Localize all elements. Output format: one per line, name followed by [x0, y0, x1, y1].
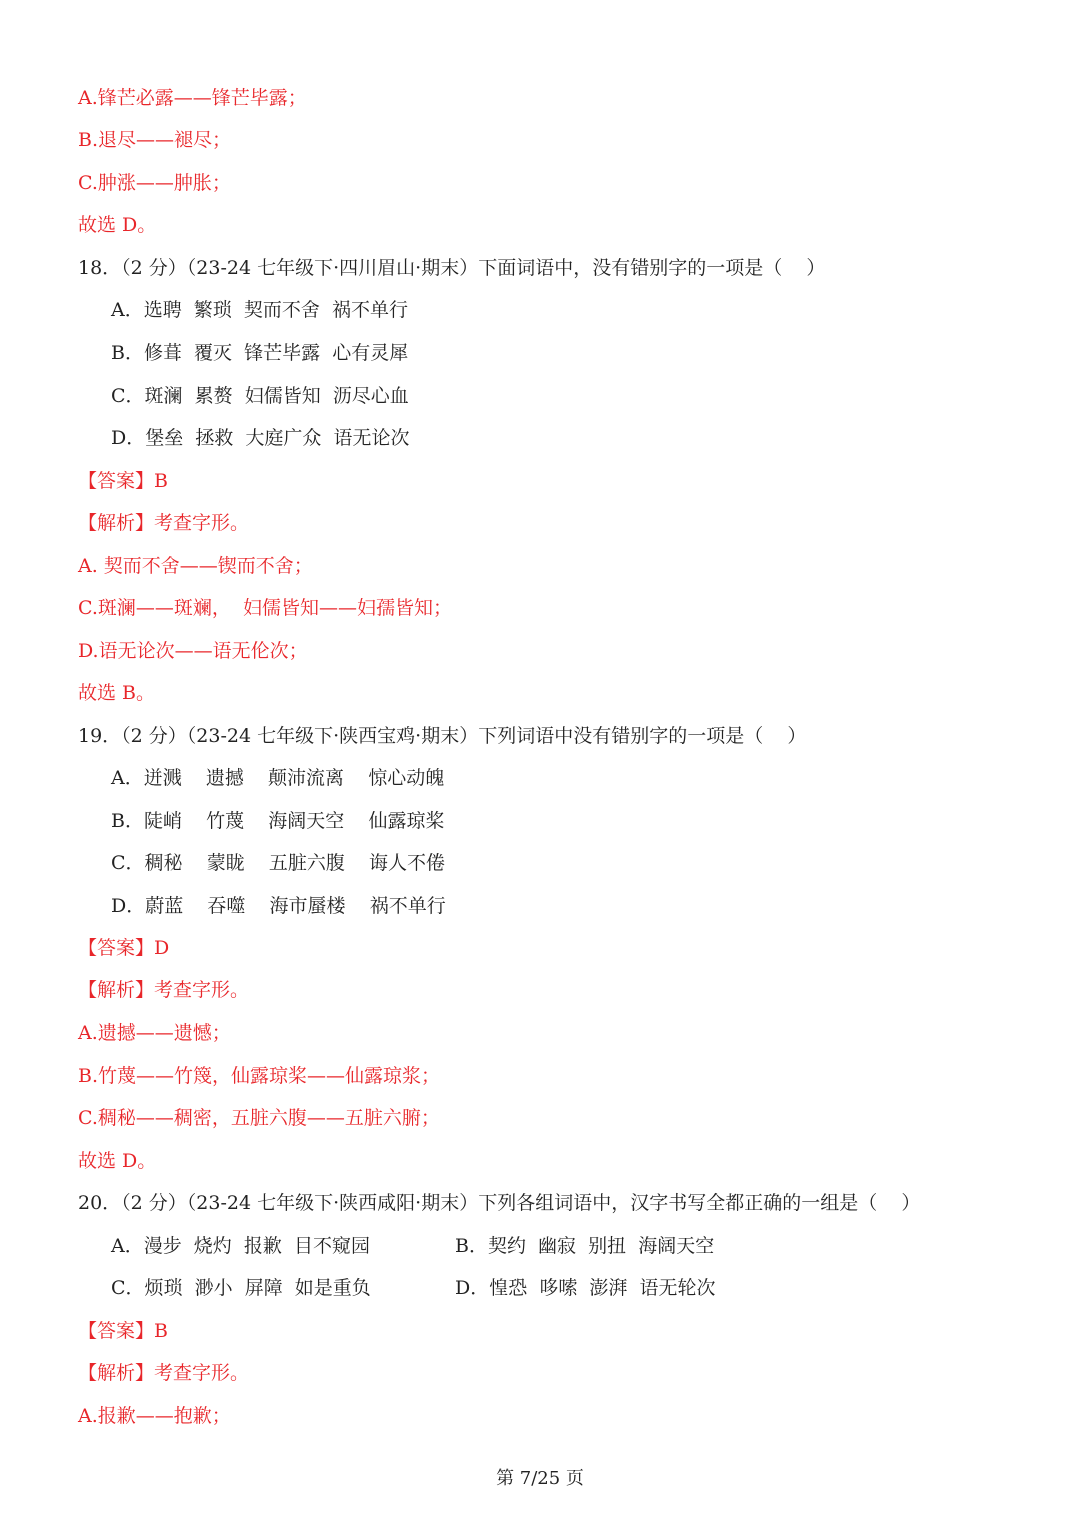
question-18-option-a: A．选聘 繁琐 契而不舍 祸不单行 — [111, 299, 408, 321]
question-18-option-c: C．斑澜 累赘 妇儒皆知 沥尽心血 — [111, 385, 409, 407]
question-19-option-a: A．迸溅 遗撼 颠沛流离 惊心动魄 — [111, 767, 445, 789]
question-19-analysis-line: C.稠秘——稠密，五脏六腹——五脏六腑； — [78, 1107, 440, 1129]
question-19-analysis-line: A.遗撼——遗憾； — [78, 1022, 231, 1044]
question-19-option-b: B．陡峭 竹蔑 海阔天空 仙露琼桨 — [111, 810, 445, 832]
question-18-analysis-title: 【解析】考查字形。 — [78, 512, 250, 534]
question-20-option-a: A．漫步 烧灼 报歉 目不窥园 — [111, 1235, 370, 1257]
page-number: 第 7/25 页 — [496, 1468, 584, 1489]
question-20-option-c: C．烦琐 渺小 屏障 如是重负 — [111, 1277, 371, 1299]
question-18-answer: 【答案】B — [78, 470, 168, 492]
question-19-conclusion: 故选 D。 — [78, 1150, 157, 1172]
question-20-answer: 【答案】B — [78, 1320, 168, 1342]
question-18-analysis-line: C.斑澜——斑斓， 妇儒皆知——妇孺皆知； — [78, 597, 452, 619]
question-19-option-c: C．稠秘 蒙眬 五脏六腹 诲人不倦 — [111, 852, 446, 874]
question-20-stem: 20．（2 分）（23-24 七年级下·陕西咸阳·期末）下列各组词语中，汉字书写全都正确的一组是（ ） — [78, 1192, 921, 1214]
analysis-line: A.锋芒必露——锋芒毕露； — [78, 87, 307, 109]
question-19-option-d: D．蔚蓝 吞噬 海市蜃楼 祸不单行 — [111, 895, 446, 917]
question-19-analysis-line: B.竹蔑——竹篾，仙露琼桨——仙露琼浆； — [78, 1065, 441, 1087]
analysis-line: B.退尽——褪尽； — [78, 129, 232, 151]
question-20-analysis-title: 【解析】考查字形。 — [78, 1362, 250, 1384]
question-18-stem: 18．（2 分）（23-24 七年级下·四川眉山·期末）下面词语中，没有错别字的一项是（ ） — [78, 257, 826, 279]
question-19-analysis-title: 【解析】考查字形。 — [78, 979, 250, 1001]
question-20-analysis-line: A.报歉——抱歉； — [78, 1405, 231, 1427]
question-18-conclusion: 故选 B。 — [78, 682, 156, 704]
question-20-option-d: D．惶恐 哆嗦 澎湃 语无轮次 — [455, 1277, 716, 1299]
conclusion: 故选 D。 — [78, 214, 157, 236]
question-18-option-b: B．修葺 覆灭 锋芒毕露 心有灵犀 — [111, 342, 409, 364]
question-19-answer: 【答案】D — [78, 937, 170, 959]
analysis-line: C.肿涨——肿胀； — [78, 172, 231, 194]
question-18-analysis-line: D.语无论次——语无伦次； — [78, 640, 308, 662]
question-18-analysis-line: A. 契而不舍——锲而不舍； — [78, 555, 313, 577]
question-18-option-d: D．堡垒 拯救 大庭广众 语无论次 — [111, 427, 410, 449]
question-20-option-b: B．契约 幽寂 别扭 海阔天空 — [455, 1235, 715, 1257]
question-19-stem: 19．（2 分）（23-24 七年级下·陕西宝鸡·期末）下列词语中没有错别字的一项是（ ） — [78, 725, 807, 747]
